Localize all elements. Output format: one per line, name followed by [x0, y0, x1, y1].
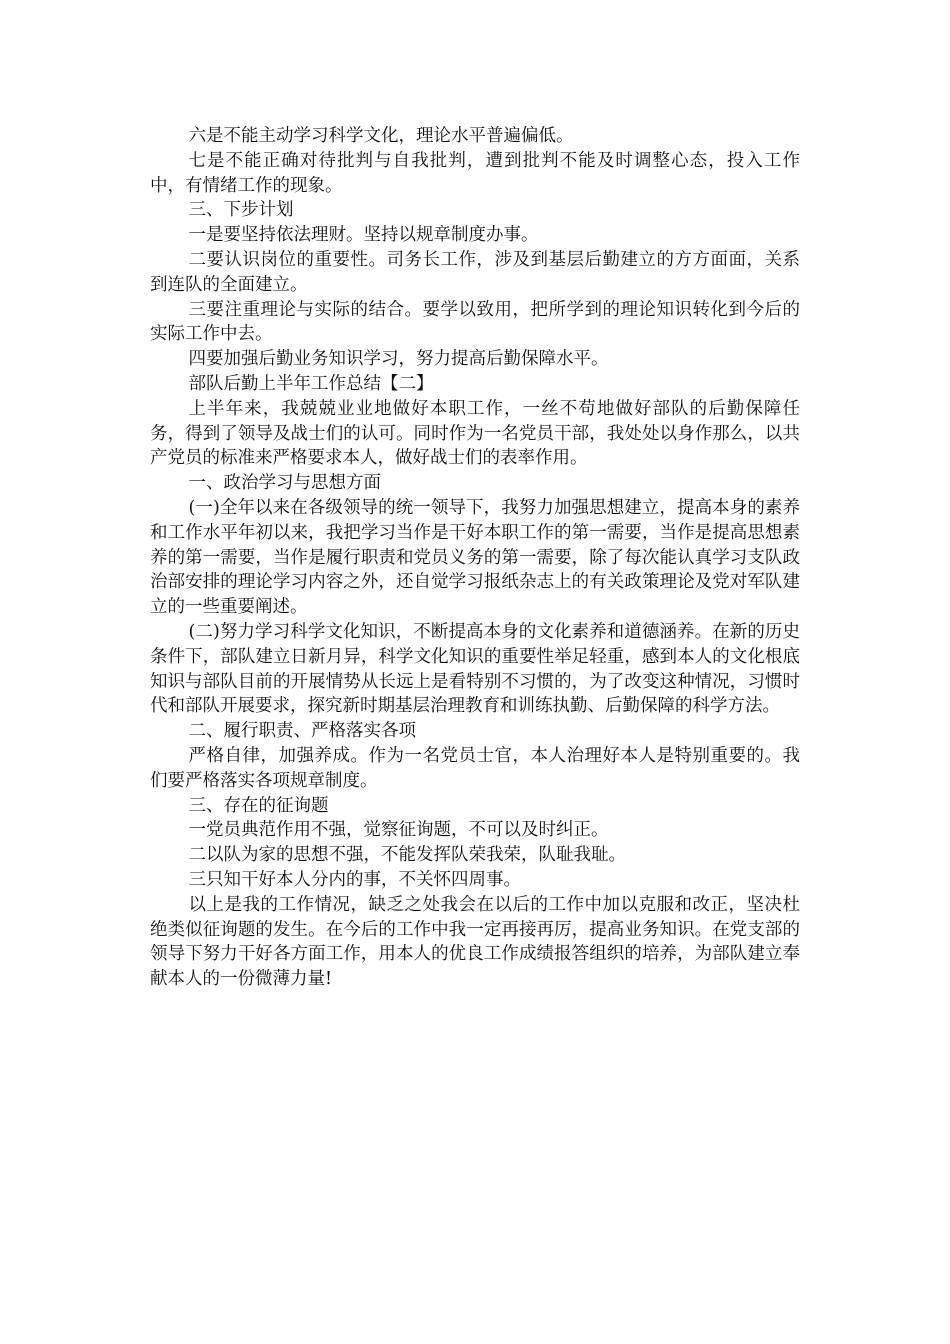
section-heading: 一、政治学习与思想方面 — [188, 473, 381, 494]
paragraph: 三要注重理论与实际的结合。要学以致用，把所学到的理论知识转化到今后的实际工作中去。 — [150, 299, 800, 345]
paragraph: 七是不能正确对待批判与自我批判，遭到批判不能及时调整心态，投入工作中，有情绪工作的现象。 — [150, 150, 800, 196]
paragraph: 二要认识岗位的重要性。司务长工作，涉及到基层后勤建立的方方面面，关系到连队的全面建立。 — [150, 249, 800, 295]
paragraph: 六是不能主动学习科学文化，理论水平普遍偏低。 — [188, 126, 574, 146]
paragraph: 三只知干好本人分内的事，不关怀四周事。 — [188, 869, 521, 890]
document-body — [150, 124, 800, 992]
paragraph: 上半年来，我兢兢业业地做好本职工作，一丝不苟地做好部队的后勤保障任务，得到了领导及战士们的认可。同时作为一名党员干部，我处处以身作那么，以共产党员的标准来严格要求本人，做好战士们的表率作用。 — [150, 398, 800, 469]
paragraph: 一是要坚持依法理财。坚持以规章制度办事。 — [188, 225, 539, 246]
paragraph: 严格自律，加强养成。作为一名党员士官，本人治理好本人是特别重要的。我们要严格落实各项规章制度。 — [150, 745, 800, 791]
section-heading: 三、下步计划 — [188, 200, 294, 221]
paragraph: (二)努力学习科学文化知识，不断提高本身的文化素养和道德涵养。在新的历史条件下，部队建立日新月异，科学文化知识的重要性举足轻重，感到本人的文化根底知识与部队目前的开展情势从长远上是看特别不习惯的，为了改变这种情况，习惯时代和部队开展要求，探究新时期基层治理教育和训练执勤、后勤保障的科学方法。 — [150, 621, 800, 717]
paragraph: (一)全年以来在各级领导的统一领导下，我努力加强思想建立，提高本身的素养和工作水平年初以来，我把学习当作是干好本职工作的第一需要，当作是提高思想素养的第一需要，当作是履行职责和党员义务的第一需要，除了每次能认真学习支队政治部安排的理论学习内容之外，还自觉学习报纸杂志上的有关政策理论及党对军队建立的一些重要阐述。 — [150, 497, 800, 618]
section-heading: 二、履行职责、严格落实各项 — [188, 721, 416, 742]
paragraph: 二以队为家的思想不强，不能发挥队荣我荣，队耻我耻。 — [188, 845, 626, 866]
document-subtitle: 部队后勤上半年工作总结【二】 — [188, 373, 434, 394]
paragraph: 一党员典范作用不强，觉察征询题，不可以及时纠正。 — [188, 820, 609, 841]
paragraph: 四要加强后勤业务知识学习，努力提高后勤保障水平。 — [188, 349, 609, 370]
paragraph: 以上是我的工作情况，缺乏之处我会在以后的工作中加以克服和改正，坚决杜绝类似征询题的发生。在今后的工作中我一定再接再厉，提高业务知识。在党支部的领导下努力干好各方面工作，用本人的优良工作成绩报答组织的培养，为部队建立奉献本人的一份微薄力量! — [150, 894, 800, 990]
section-heading: 三、存在的征询题 — [188, 795, 329, 816]
